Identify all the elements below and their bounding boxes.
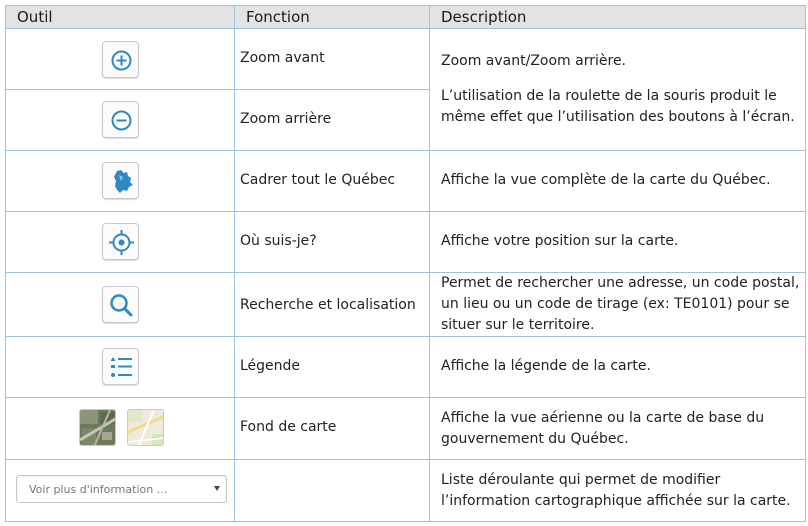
legend-button[interactable]	[102, 348, 139, 385]
description-basemap: Affiche la vue aérienne ou la carte de base du gouvernement du Québec.	[441, 409, 765, 447]
function-zoom-out: Zoom arrière	[240, 111, 332, 127]
search-button[interactable]	[102, 286, 139, 323]
locate-button[interactable]	[102, 223, 139, 260]
aerial-photo-thumbnail	[80, 410, 116, 446]
locate-crosshair-icon	[103, 224, 140, 261]
legend-list-icon	[103, 349, 140, 386]
base-map-thumbnail	[128, 410, 164, 446]
row-divider	[5, 336, 806, 337]
zoom-out-button[interactable]	[102, 101, 139, 138]
description-zoom-line2: L’utilisation de la roulette de la souris produit le même effet que l’utilisation des boutons à l’écran.	[441, 88, 795, 125]
description-zoom-line1: Zoom avant/Zoom arrière.	[441, 53, 627, 69]
function-search: Recherche et localisation	[240, 296, 416, 313]
header-tool: Outil	[17, 8, 53, 26]
base-map-thumbnail-button[interactable]	[127, 409, 164, 446]
header-description: Description	[441, 8, 527, 26]
function-dropdown	[240, 470, 420, 491]
column-divider	[234, 5, 235, 522]
quebec-map-icon	[103, 163, 140, 200]
function-legend: Légende	[240, 358, 301, 374]
function-frame-quebec: Cadrer tout le Québec	[240, 172, 396, 188]
function-zoom-in: Zoom avant	[240, 50, 325, 66]
header-function: Fonction	[246, 8, 310, 26]
description-dropdown: Liste déroulante qui permet de modifier l’information cartographique affichée sur la carte.	[441, 472, 791, 509]
column-divider	[429, 5, 430, 522]
function-basemap: Fond de carte	[240, 419, 337, 435]
row-divider	[5, 89, 430, 90]
frame-quebec-button[interactable]	[102, 162, 139, 199]
function-locate: Où suis-je?	[240, 233, 317, 249]
search-icon	[103, 287, 140, 324]
row-divider	[5, 150, 806, 151]
row-divider	[5, 211, 806, 212]
info-dropdown-value: Voir plus d'information ...	[29, 483, 168, 496]
table-header	[6, 6, 805, 29]
description-locate: Affiche votre position sur la carte.	[441, 233, 679, 249]
zoom-in-button[interactable]	[102, 41, 139, 78]
description-frame-quebec: Affiche la vue complète de la carte du Québec.	[441, 172, 771, 188]
description-zoom	[441, 51, 801, 128]
description-legend: Affiche la légende de la carte.	[441, 358, 651, 374]
info-dropdown[interactable]	[16, 475, 227, 503]
zoom-in-icon	[103, 42, 140, 79]
description-search: Permet de rechercher une adresse, un code postal, un lieu ou un code de tirage (ex: TE0101) pour se situer sur le territoire.	[441, 275, 800, 333]
aerial-basemap-thumbnail[interactable]	[79, 409, 116, 446]
zoom-out-icon	[103, 102, 140, 139]
dropdown-arrow-icon	[214, 486, 220, 491]
